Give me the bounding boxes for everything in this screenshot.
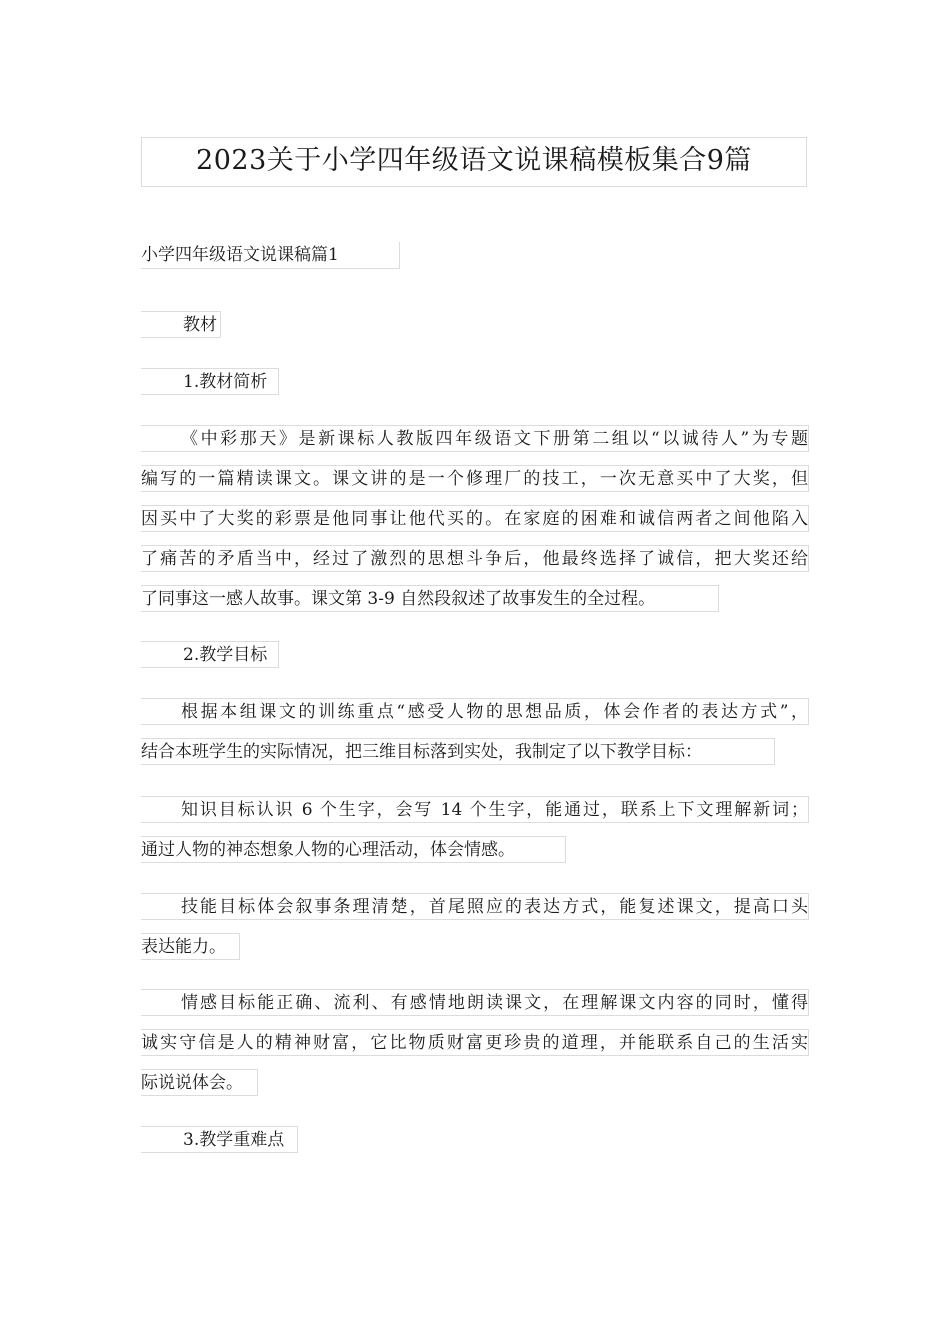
paragraph-line: 诚实守信是人的精神财富，它比物质财富更珍贵的道理，并能联系自己的生活实 (141, 1029, 809, 1056)
document-title: 2023关于小学四年级语文说课稿模板集合9篇 (141, 137, 807, 187)
heading-goals: 2.教学目标 (141, 641, 279, 668)
paragraph-line: 知识目标认识 6 个生字，会写 14 个生字，能通过，联系上下文理解新词； (141, 796, 809, 823)
heading-materials: 教材 (141, 311, 221, 338)
paragraph-line: 根据本组课文的训练重点“感受人物的思想品质，体会作者的表达方式”， (141, 698, 809, 725)
section-title: 小学四年级语文说课稿篇1 (141, 242, 400, 269)
paragraph-emotion-goal (141, 989, 809, 1113)
paragraph-line: 表达能力。 (141, 933, 240, 960)
paragraph-line: 通过人物的神态想象人物的心理活动，体会情感。 (141, 836, 566, 863)
paragraph-intro (141, 425, 809, 629)
paragraph-line: 技能目标体会叙事条理清楚，首尾照应的表达方式，能复述课文，提高口头 (141, 893, 809, 920)
paragraph-line: 了同事这一感人故事。课文第 3-9 自然段叙述了故事发生的全过程。 (141, 585, 719, 612)
paragraph-line: 际说说体会。 (141, 1069, 258, 1096)
paragraph-goals-intro (141, 698, 809, 782)
paragraph-line: 《中彩那天》是新课标人教版四年级语文下册第二组以“以诚待人”为专题 (141, 425, 809, 452)
paragraph-line: 结合本班学生的实际情况，把三维目标落到实处，我制定了以下教学目标： (141, 738, 775, 765)
paragraph-line: 情感目标能正确、流利、有感情地朗读课文，在理解课文内容的同时，懂得 (141, 989, 809, 1016)
paragraph-skill-goal (141, 893, 809, 977)
paragraph-line: 编写的一篇精读课文。课文讲的是一个修理厂的技工，一次无意买中了大奖，但 (141, 465, 809, 492)
heading-analysis: 1.教材简析 (141, 368, 279, 395)
paragraph-line: 因买中了大奖的彩票是他同事让他代买的。在家庭的困难和诚信两者之间他陷入 (141, 505, 809, 532)
paragraph-line: 了痛苦的矛盾当中，经过了激烈的思想斗争后，他最终选择了诚信，把大奖还给 (141, 545, 809, 572)
heading-key-points: 3.教学重难点 (141, 1126, 298, 1153)
paragraph-knowledge-goal (141, 796, 809, 880)
